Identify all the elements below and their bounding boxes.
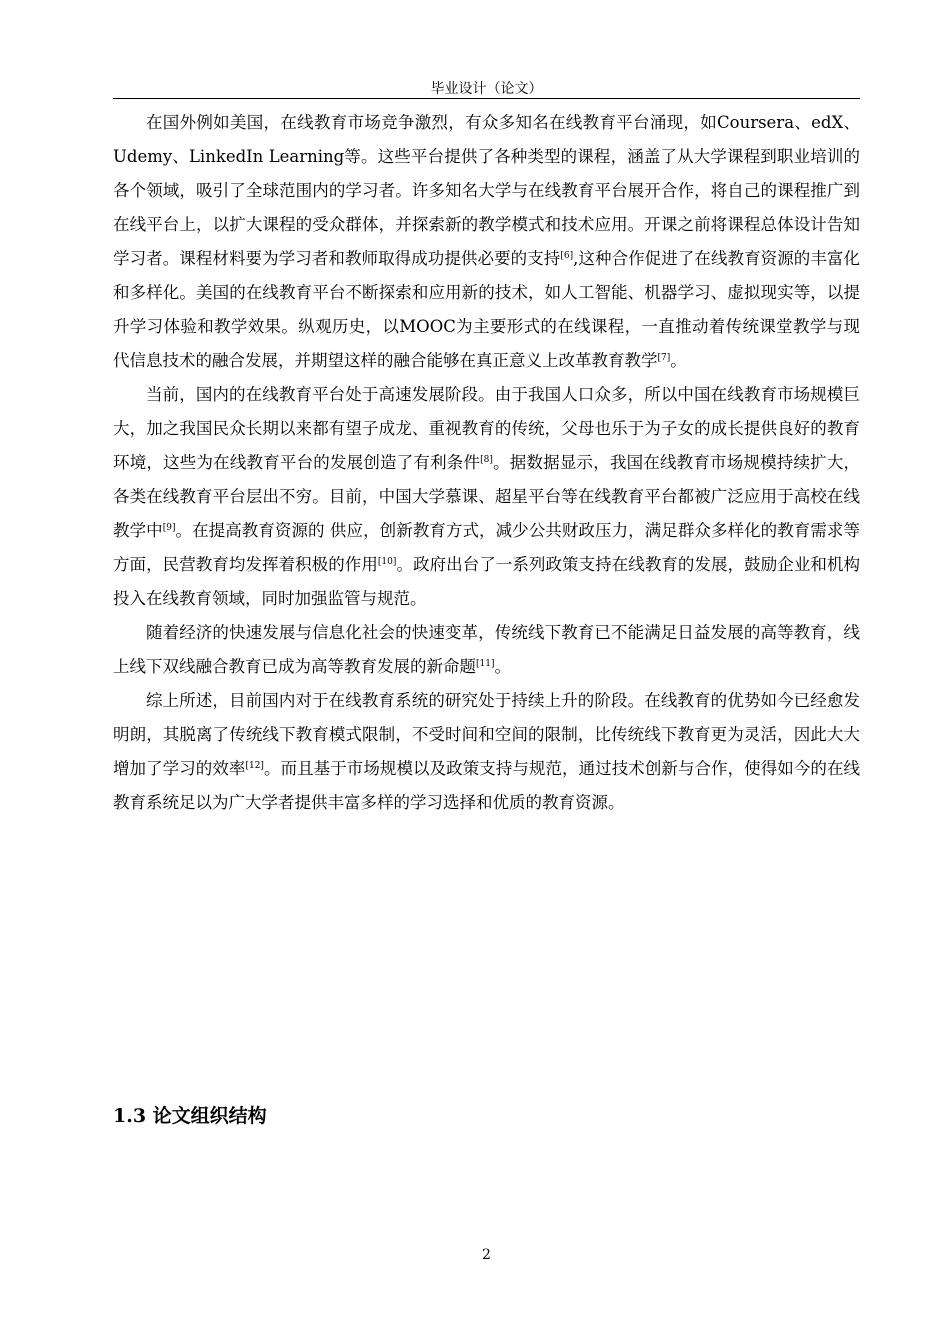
citation-7: [7] [657,353,671,363]
paragraph-domestic-platforms [113,378,860,616]
citation-12: [12] [245,761,264,771]
paragraph-text: 。 [494,657,511,676]
paragraph-text: 。而且基于市场规模以及政策支持与规范，通过技术创新与合作，使得如今的在线教育系统足以为广大学者提供丰富多样的学习选择和优质的教育资源。 [113,759,861,812]
paragraph-text: 当前，国内的在线教育平台处于高速发展阶段。由于我国人口众多，所以中国在线教育市场规模巨大，加之我国民众长期以来都有望子成龙、重视教育的传统，父母也乐于为子女的成长提供良好的教育环境，这些为在线教育平台的发展创造了有利条件 [113,385,860,472]
paragraph-foreign-platforms [113,106,860,378]
citation-11: [11] [476,659,495,669]
running-header: 毕业设计（论文） [430,81,543,97]
paragraph-text: 随着经济的快速发展与信息化社会的快速变革，传统线下教育已不能满足日益发展的高等教育，线上线下双线融合教育已成为高等教育发展的新命题 [113,623,860,676]
paragraph-summary [113,684,860,820]
paragraph-text: 。在提高教育资源的 供应，创新教育方式，减少公共财政压力，满足群众多样化的教育需求等方面，民营教育均发挥着积极的作用 [113,521,860,574]
header-divider [113,98,860,99]
paragraph-text: ,这种合作促进了在线教育资源的丰富化和多样化。美国的在线教育平台不断探索和应用新的技术，如人工智能、机器学习、虚拟现实等，以提升学习体验和教学效果。纵观历史，以MOOC为主要形式的在线课程，一直推动着传统课堂教学与现代信息技术的融合发展，并期望这样的融合能够在真正意义上改革教育教学 [113,249,860,370]
paragraph-text: 。据数据显示，我国在线教育市场规模持续扩大，各类在线教育平台层出不穷。目前，中国大学慕课、超星平台等在线教育平台都被广泛应用于高校在线教学中 [113,453,860,540]
paragraph-text: 综上所述，目前国内对于在线教育系统的研究处于持续上升的阶段。在线教育的优势如今已经愈发明朗，其脱离了传统线下教育模式限制，不受时间和空间的限制，比传统线下教育更为灵活，因此大大增加了学习的效率 [113,691,860,778]
citation-9: [9] [162,523,176,533]
citation-10: [10] [377,557,397,567]
citation-6: [6] [560,251,574,261]
page-number: 2 [482,1247,491,1263]
section-heading: 1.3 论文组织结构 [113,1105,267,1127]
paragraph-blended-education [113,616,860,684]
paragraph-text: 在国外例如美国，在线教育市场竞争激烈，有众多知名在线教育平台涌现，如Coursera、edX、Udemy、LinkedIn Learning等。这些平台提供了各种类型的课程，涵盖了从大学课程到职业培训的各个领域，吸引了全球范围内的学习者。许多知名大学与在线教育平台展开合作，将自己的课程推广到在线平台上，以扩大课程的受众群体，并探索新的教学模式和技术应用。开课之前将课程总体设计告知学习者。课程材料要为学习者和教师取得成功提供必要的支持 [113,113,860,268]
paragraph-text: 。 [670,351,687,370]
body-text [113,106,860,820]
citation-8: [8] [480,455,493,465]
paragraph-text: 。政府出台了一系列政策支持在线教育的发展，鼓励企业和机构投入在线教育领域，同时加强监管与规范。 [113,555,861,608]
